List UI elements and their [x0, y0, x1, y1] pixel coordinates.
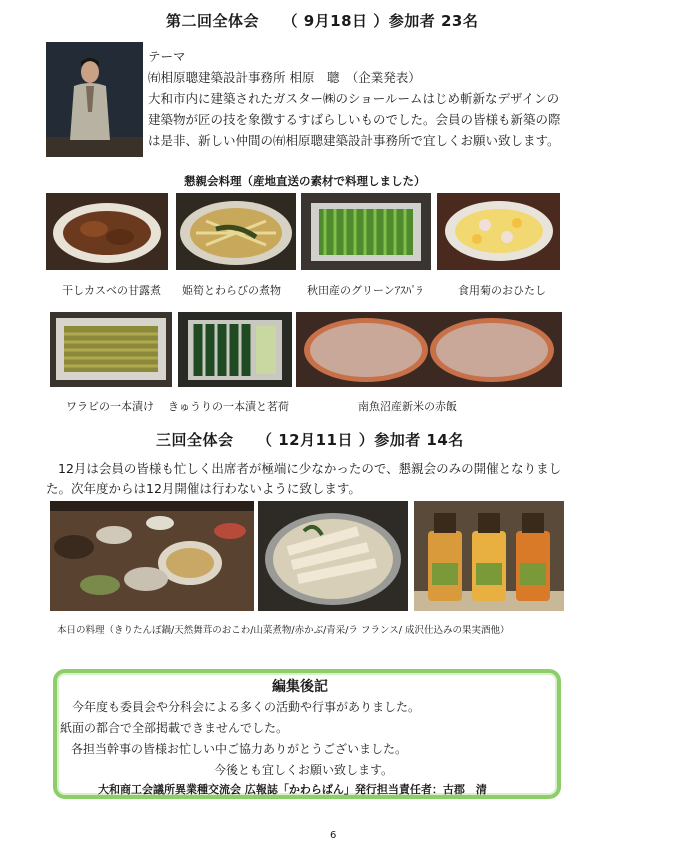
meeting2-body-line: は是非、新しい仲間の㈲相原聰建築設計事務所で宜しくお願い致します。: [148, 133, 560, 148]
caption-warabi: ワラビの一本漬け: [66, 400, 154, 413]
presenter-line: ㈲相原聰建築設計事務所 相原 聰 （企業発表）: [148, 70, 421, 85]
meeting2-heading: 第二回全体会 （ 9月18日 ）参加者 23名: [166, 12, 479, 30]
meeting3-body-line: 12月は会員の皆様も忙しく出席者が極端に少なかったので、懇親会のみの開催となりまし: [58, 461, 562, 476]
meeting2-body: [148, 88, 568, 151]
editorial-body: [60, 697, 421, 781]
photo-fruit-liquor: [414, 501, 564, 611]
editorial-footer: 大和商工会議所異業種交流会 広報誌「かわらばん」発行担当責任者：古郡 清: [98, 783, 487, 796]
caption-asparagus: 秋田産のグリーンｱｽﾊﾟﾗ: [307, 284, 423, 297]
editorial-line: 紙面の都合で全部掲載できませんでした。: [60, 721, 289, 735]
editorial-line: 今後とも宜しくお願い致します。: [214, 763, 394, 777]
banquet-title: 懇親会料理（産地直送の素材で料理しました）: [184, 174, 426, 188]
caption-chrysanthemum: 食用菊のおひたし: [458, 284, 546, 297]
editorial-title: 編集後記: [272, 679, 328, 695]
meeting2-body-line: 建築物が匠の技を象徴するすばらしいものでした。会員の皆様も新築の際: [148, 112, 561, 127]
meeting3-heading: 三回全体会 （ 12月11日 ）参加者 14名: [156, 431, 464, 449]
editorial-line: 今年度も委員会や分科会による多くの活動や行事がありました。: [72, 700, 421, 714]
caption-cucumber: きゅうりの一本漬と茗荷: [168, 400, 289, 413]
photo-kiritanpo: [258, 501, 408, 611]
caption-kasube: 干しカスベの甘露煮: [62, 284, 161, 297]
meeting3-body-line: た。次年度からは12月開催は行わないように致します。: [46, 481, 361, 496]
presenter-photo: [46, 42, 143, 157]
food-photo-himetake: [176, 193, 296, 270]
meeting3-body: [46, 459, 576, 499]
food-photo-sekihan: [296, 312, 562, 387]
food-photo-warabi: [50, 312, 172, 387]
food-photo-asparagus: [301, 193, 431, 270]
food-photo-chrysanthemum: [437, 193, 560, 270]
editorial-line: 各担当幹事の皆様お忙しい中ご協力ありがとうございました。: [71, 742, 408, 756]
meeting2-body-line: 大和市内に建築されたガスター㈱のショールームはじめ斬新なデザインの: [148, 91, 560, 106]
meeting3-caption: 本日の料理（きりたんぽ鍋/天然舞茸のおこわ/山菜煮物/赤かぶ/青采/ラ フランス/ 成沢仕込みの果実酒他）: [57, 625, 510, 636]
food-photo-cucumber: [178, 312, 292, 387]
caption-himetake: 姫筍とわらびの煮物: [182, 284, 281, 297]
photo-banquet-table: [50, 501, 254, 611]
caption-sekihan: 南魚沼産新米の赤飯: [358, 400, 457, 413]
food-photo-kasube: [46, 193, 168, 270]
page-number: 6: [330, 830, 337, 841]
theme-label: テーマ: [148, 49, 186, 64]
